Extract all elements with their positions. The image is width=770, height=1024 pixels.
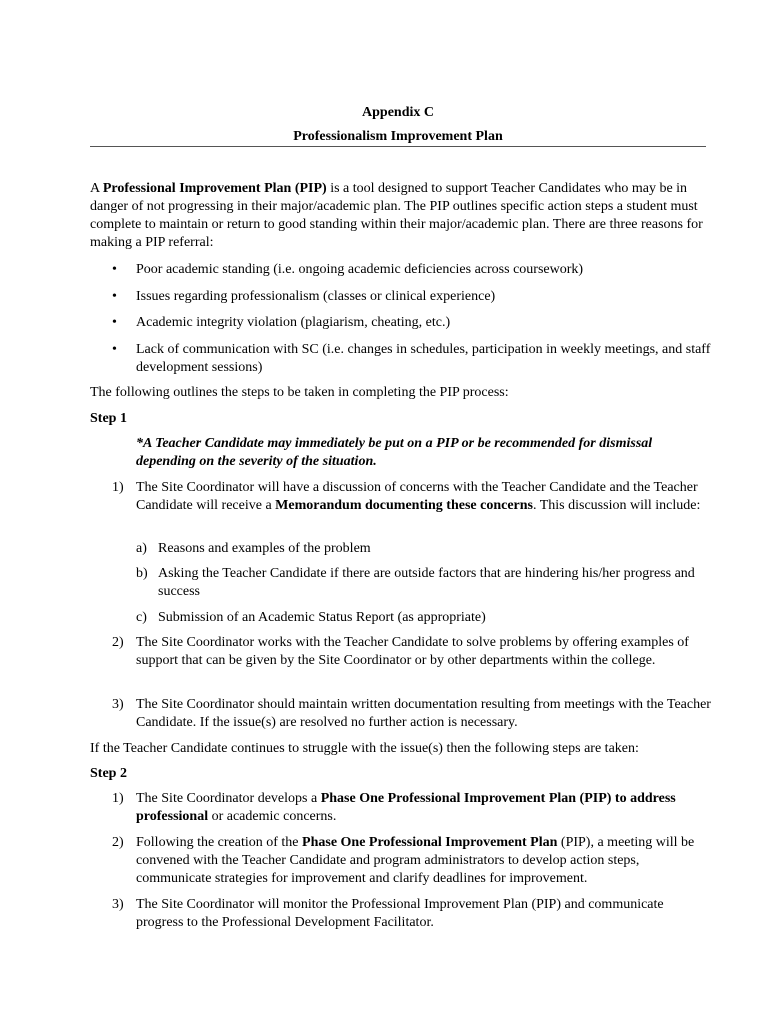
step-2-item-3: 3) The Site Coordinator will monitor the Professional Improvement Plan (PIP) and communicate progress to the Professional Development Facilitator. [112, 897, 664, 930]
plan-title: Professionalism Improvement Plan [293, 129, 503, 144]
step-1-item-2: 2) The Site Coordinator works with the Teacher Candidate to solve problems by offering examples of support that can be given by the Site Coordinator or by other departments within the college. [112, 635, 689, 668]
dismissal-note: *A Teacher Candidate may immediately be put on a PIP or be recommended for dismissal depending on the severity of the situation. [136, 436, 653, 469]
list-item: • Poor academic standing (i.e. ongoing academic deficiencies across coursework) [112, 262, 584, 277]
step-1-label: Step 1 [90, 411, 127, 426]
sub-item-b: b) Asking the Teacher Candidate if there are outside factors that are hindering his/her progress and success [136, 566, 695, 599]
step-2-label: Step 2 [90, 766, 127, 781]
step-1-item-3: 3) The Site Coordinator should maintain written documentation resulting from meetings with the Teacher Candidate. If the issue(s) are resolved no further action is necessary. [112, 697, 711, 730]
appendix-heading: Appendix C [362, 105, 434, 120]
title-rule [90, 146, 706, 147]
continuation-text: If the Teacher Candidate continues to struggle with the issue(s) then the following steps are taken: [90, 741, 639, 756]
sub-item-c: c) Submission of an Academic Status Report (as appropriate) [136, 610, 486, 625]
step-2-item-1: 1) The Site Coordinator develops a Phase One Professional Improvement Plan (PIP) to address professional or academic concerns. [112, 791, 676, 824]
referral-reasons-list [112, 261, 712, 377]
list-item: • Academic integrity violation (plagiarism, cheating, etc.) [112, 315, 451, 330]
step-1-item-1: 1) The Site Coordinator will have a discussion of concerns with the Teacher Candidate and the Teacher Candidate will receive a Memorandum documenting these concerns. This discussion will include: [112, 480, 701, 513]
intro-paragraph: A Professional Improvement Plan (PIP) is a tool designed to support Teacher Candidates who may be in danger of not progressing in their major/academic plan. The PIP outlines specific action steps a student must complete to maintain or return to good standing within their major/academic plan. There are three reasons for making a PIP referral: [90, 181, 703, 250]
sub-item-a: a) Reasons and examples of the problem [136, 541, 371, 556]
pip-term: Professional Improvement Plan (PIP) [102, 181, 327, 196]
list-item: • Issues regarding professionalism (classes or clinical experience) [112, 288, 496, 304]
list-item: • Lack of communication with SC (i.e. changes in schedules, participation in weekly meetings, and staff development sessions) [112, 341, 711, 375]
step-2-item-2: 2) Following the creation of the Phase One Professional Improvement Plan (PIP), a meeting will be convened with the Teacher Candidate and program administrators to develop action steps, communicate strategies for improvement and clarify deadlines for improvement. [112, 835, 695, 886]
steps-intro: The following outlines the steps to be taken in completing the PIP process: [90, 385, 509, 400]
